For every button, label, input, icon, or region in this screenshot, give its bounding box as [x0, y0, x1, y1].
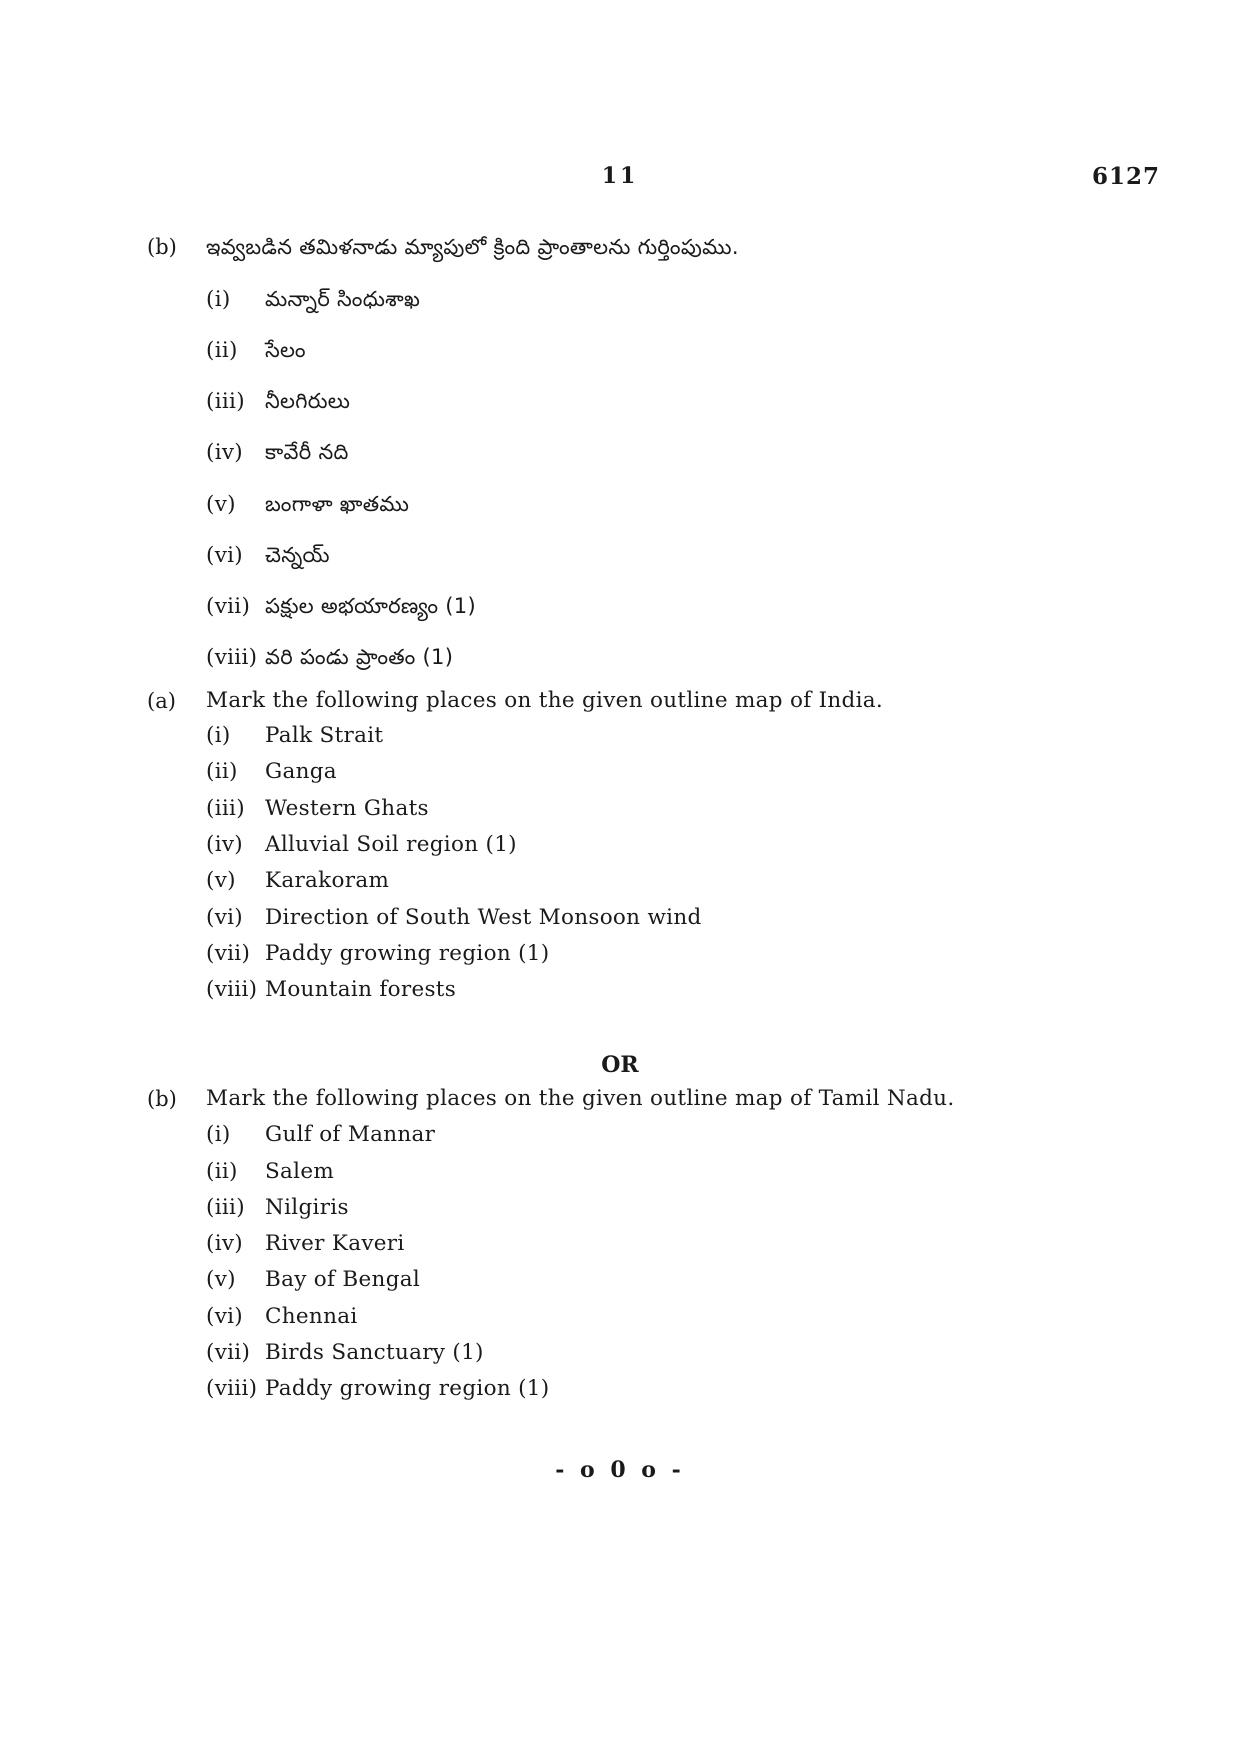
telugu-item [206, 490, 409, 519]
paper-code: 6127 [1091, 163, 1160, 190]
item-number: (ii) [206, 759, 238, 784]
item-number: (vii) [206, 1340, 251, 1365]
item-number: (iii) [206, 796, 245, 821]
item-text: Salem [265, 1159, 335, 1184]
item-text: Nilgiris [265, 1195, 349, 1220]
list-item [206, 940, 549, 968]
item-number: (i) [206, 287, 231, 312]
telugu-item [206, 592, 476, 621]
item-number: (iv) [206, 1231, 243, 1256]
item-text: Chennai [265, 1304, 358, 1329]
item-text: Western Ghats [265, 796, 429, 821]
page-number: 11 [601, 163, 639, 189]
item-number: (vi) [206, 905, 243, 930]
item-number: (viii) [206, 645, 258, 670]
item-number: (iv) [206, 440, 243, 465]
question-b-instruction: Mark the following places on the given outline map of Tamil Nadu. [206, 1086, 955, 1111]
item-text: చెన్నయ్ [265, 543, 330, 567]
list-item [206, 1339, 484, 1367]
list-item [206, 831, 517, 859]
item-text: Bay of Bengal [265, 1267, 421, 1292]
item-text: Gulf of Mannar [265, 1122, 436, 1147]
item-text: Karakoram [265, 868, 390, 893]
item-number: (ii) [206, 338, 238, 363]
list-item [206, 1194, 349, 1222]
list-item [206, 1303, 358, 1331]
item-text: Alluvial Soil region (1) [265, 832, 517, 857]
list-item [206, 1375, 549, 1403]
item-number: (i) [206, 723, 231, 748]
list-item [206, 795, 429, 823]
telugu-item [206, 438, 349, 467]
telugu-question-label: (b) [147, 235, 177, 259]
question-a-label: (a) [147, 689, 176, 713]
item-text: వరి పండు ప్రాంతం (1) [265, 645, 454, 669]
telugu-question-instruction: ఇవ్వబడిన తమిళనాడు మ్యాపులో క్రింది ప్రాంతాలను గుర్తింపుము. [206, 235, 739, 259]
item-text: River Kaveri [265, 1231, 405, 1256]
item-number: (iii) [206, 1195, 245, 1220]
list-item [206, 976, 456, 1004]
item-number: (vii) [206, 941, 251, 966]
item-text: Mountain forests [265, 977, 457, 1002]
item-text: సేలం [265, 338, 306, 362]
item-text: Paddy growing region (1) [265, 941, 550, 966]
list-item [206, 758, 337, 786]
item-number: (ii) [206, 1159, 238, 1184]
list-item [206, 1121, 435, 1149]
list-item [206, 1158, 334, 1186]
item-number: (iii) [206, 389, 245, 414]
telugu-item [206, 541, 330, 570]
item-text: కావేరీ నది [265, 440, 349, 464]
item-number: (v) [206, 492, 236, 517]
item-number: (iv) [206, 832, 243, 857]
item-text: Ganga [265, 759, 337, 784]
end-of-paper-mark: - o 0 o - [555, 1457, 685, 1483]
question-b-label: (b) [147, 1087, 177, 1111]
item-number: (vi) [206, 543, 243, 568]
list-item [206, 904, 702, 932]
item-text: Palk Strait [265, 723, 384, 748]
item-text: పక్షుల అభయారణ్యం (1) [265, 594, 476, 618]
item-number: (vi) [206, 1304, 243, 1329]
item-text: Birds Sanctuary (1) [265, 1340, 484, 1365]
item-number: (i) [206, 1122, 231, 1147]
item-text: నీలగిరులు [265, 389, 351, 413]
list-item [206, 1230, 405, 1258]
item-number: (viii) [206, 977, 258, 1002]
item-number: (v) [206, 1267, 236, 1292]
item-number: (viii) [206, 1376, 258, 1401]
or-heading: OR [601, 1052, 639, 1078]
telugu-item [206, 643, 453, 672]
item-text: మన్నార్ సింధుశాఖ [265, 287, 421, 311]
item-text: Paddy growing region (1) [265, 1376, 550, 1401]
telugu-item [206, 336, 306, 365]
question-a-instruction: Mark the following places on the given outline map of India. [206, 688, 884, 713]
telugu-item [206, 387, 350, 416]
item-number: (v) [206, 868, 236, 893]
list-item [206, 722, 383, 750]
item-number: (vii) [206, 594, 251, 619]
telugu-item [206, 285, 420, 314]
item-text: Direction of South West Monsoon wind [265, 905, 702, 930]
item-text: బంగాళా ఖాతము [265, 492, 410, 516]
list-item [206, 1266, 420, 1294]
list-item [206, 867, 389, 895]
